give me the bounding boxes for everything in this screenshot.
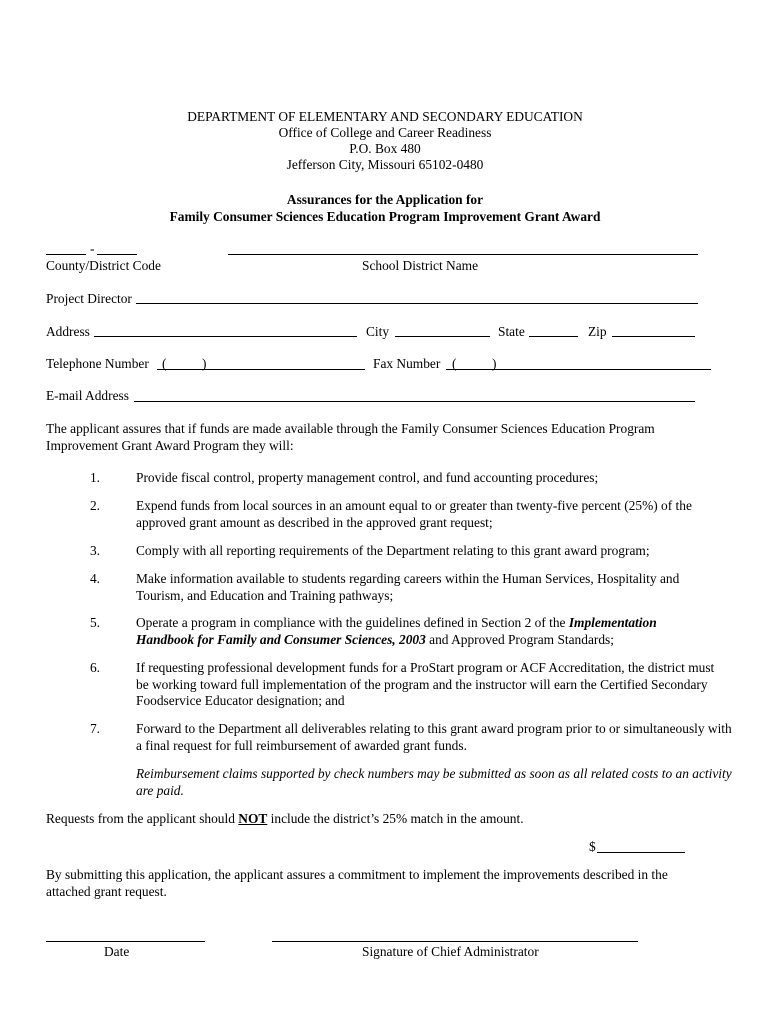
district-name-field[interactable] (228, 254, 698, 255)
telephone-field[interactable] (157, 369, 365, 370)
form-title-line1: Assurances for the Application for (286, 192, 484, 207)
intro-paragraph: The applicant assures that if funds are made available through the Family Consumer Sciences Education Program Improvement Grant Award Program they will: (46, 421, 655, 453)
state-field[interactable] (529, 336, 578, 337)
item-number: 7. (89, 721, 100, 736)
city-field[interactable] (395, 336, 490, 337)
assurance-item-4: Make information available to students regarding careers within the Human Services, Hospitality and Tourism, and Education and Training pathways; (136, 571, 680, 603)
city-label: City (366, 324, 390, 339)
date-label: Date (104, 944, 130, 959)
assurance-item-7: Forward to the Department all deliverables relating to this grant award program prior to or simultaneously with a final request for full reimbursement of awarded grant funds. (136, 721, 732, 753)
assurance-item-3: Comply with all reporting requirements of the Department relating to this grant award program; (136, 543, 650, 558)
requests-text-before: Requests from the applicant should (46, 811, 239, 826)
item-5-text-c: and Approved Program Standards; (425, 631, 614, 647)
county-code-label: County/District Code (46, 258, 161, 273)
date-field[interactable] (46, 941, 205, 942)
telephone-area-open: ( (162, 356, 167, 371)
assurance-item-6: If requesting professional development funds for a ProStart program or ACF Accreditation, the district must be working toward full implementation of the program and the instructor will earn the Certified Secondary Foodservice Educator designation; and (136, 660, 715, 708)
item-number: 3. (89, 543, 100, 558)
commitment-paragraph: By submitting this application, the applicant assures a commitment to implement the improvements described in the attached grant request. (46, 867, 668, 899)
zip-label: Zip (588, 324, 607, 339)
district-code-field[interactable] (97, 254, 137, 255)
email-field[interactable] (134, 401, 695, 402)
office-name: Office of College and Career Readiness (278, 125, 492, 140)
reimbursement-note: Reimbursement claims supported by check numbers may be submitted as soon as all related costs to an activity are paid. (136, 766, 732, 798)
city-state-zip: Jefferson City, Missouri 65102-0480 (286, 157, 484, 172)
zip-field[interactable] (612, 336, 695, 337)
project-director-field[interactable] (136, 303, 698, 304)
handbook-title: Implementation Handbook for Family and Consumer Sciences, 2003 (136, 615, 657, 647)
dollar-sign: $ (589, 839, 596, 854)
item-number: 2. (89, 498, 100, 513)
telephone-label: Telephone Number (46, 356, 149, 371)
assurance-item-5 (136, 615, 686, 648)
project-director-label: Project Director (46, 291, 132, 306)
match-amount-field[interactable] (597, 852, 685, 853)
address-label: Address (46, 324, 90, 339)
signature-label: Signature of Chief Administrator (362, 944, 539, 959)
fax-label: Fax Number (373, 356, 441, 371)
code-separator: - (90, 241, 95, 256)
item-number: 5. (89, 615, 100, 630)
district-name-label: School District Name (362, 258, 479, 273)
item-5-text-a: Operate a program in compliance with the guidelines defined in Section 2 of the (136, 615, 569, 630)
assurance-item-2: Expend funds from local sources in an amount equal to or greater than twenty-five percent (25%) of the approved grant amount as described in the approved grant request; (136, 498, 692, 530)
po-box: P.O. Box 480 (349, 141, 421, 156)
item-number: 4. (89, 571, 100, 586)
not-emphasis: NOT (238, 811, 268, 826)
assurance-item-1: Provide fiscal control, property management control, and fund accounting procedures; (136, 470, 599, 485)
requests-text-after: include the district’s 25% match in the amount. (267, 811, 524, 826)
fax-area-open: ( (452, 356, 457, 371)
fax-field[interactable] (446, 369, 711, 370)
fax-area-close: ) (492, 356, 497, 371)
requests-statement (46, 811, 524, 827)
item-number: 1. (89, 470, 100, 485)
state-label: State (498, 324, 525, 339)
email-label: E-mail Address (46, 388, 129, 403)
form-title-line2: Family Consumer Sciences Education Program Improvement Grant Award (169, 209, 601, 224)
department-name: DEPARTMENT OF ELEMENTARY AND SECONDARY EDUCATION (187, 109, 583, 124)
address-field[interactable] (94, 336, 357, 337)
county-code-field[interactable] (46, 254, 86, 255)
telephone-area-close: ) (202, 356, 207, 371)
signature-field[interactable] (272, 941, 638, 942)
item-number: 6. (89, 660, 100, 675)
